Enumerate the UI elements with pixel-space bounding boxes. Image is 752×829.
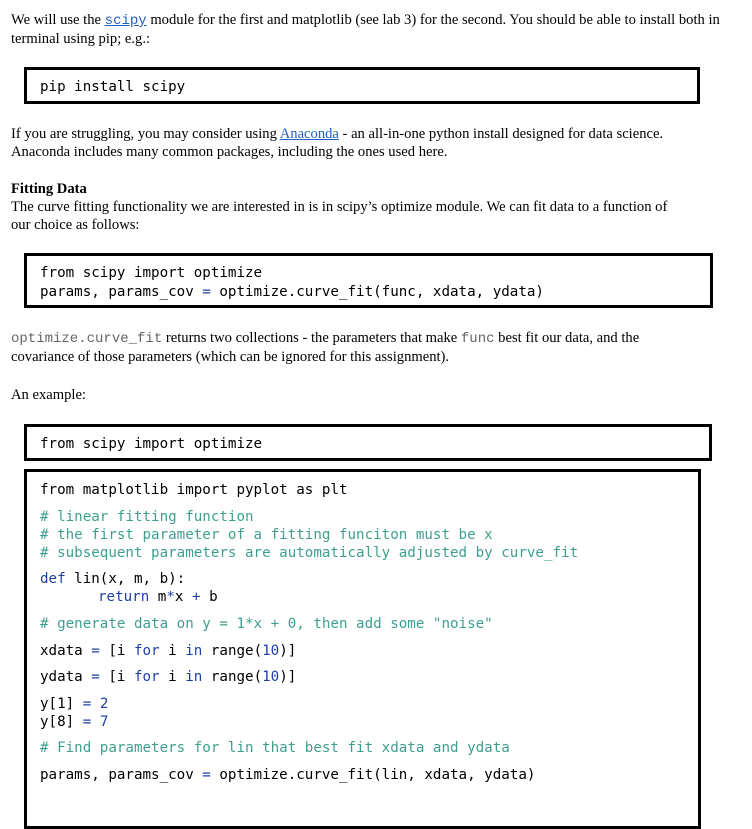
code2-line-1: from scipy import optimize — [40, 436, 263, 452]
code3-comment-5: # Find parameters for lin that best fit xdata and ydata — [40, 740, 510, 756]
curve-fit-code-box — [24, 253, 713, 308]
return-x: x — [174, 589, 192, 605]
pip-install-code-box — [24, 67, 700, 104]
xdata-range-call: range( — [210, 643, 263, 659]
ydata-assign: = — [91, 669, 109, 685]
code3-import-line: from matplotlib import pyplot as plt — [40, 482, 348, 498]
fitting-line-2: our choice as follows: — [11, 217, 140, 233]
ydata-close: )] — [279, 669, 297, 685]
code1-assign-operator: = — [202, 284, 220, 300]
returns-line-1 — [11, 329, 746, 348]
return-plus-operator: + — [191, 589, 210, 605]
return-multiply-operator: * — [166, 589, 175, 605]
returns-text-a: returns two collections - the parameters that make — [162, 330, 461, 346]
fitting-data-heading: Fitting Data — [11, 181, 87, 197]
anaconda-link[interactable]: Anaconda — [279, 126, 339, 142]
intro-text-before-link: We will use the — [11, 12, 105, 28]
y8-value: 7 — [99, 714, 109, 730]
ydata-for-keyword: for — [133, 669, 169, 685]
inline-code-curve-fit: optimize.curve_fit — [11, 331, 163, 347]
fitting-paragraph — [11, 198, 746, 234]
code3-return-line — [98, 588, 218, 606]
ydata-in-keyword: in — [185, 669, 211, 685]
xdata-list-open: [i — [108, 643, 134, 659]
def-signature: lin(x, m, b): — [74, 571, 186, 587]
returns-line-2: covariance of those parameters (which can be ignored for this assignment). — [11, 349, 450, 365]
ydata-range-call: range( — [210, 669, 263, 685]
ydata-range-number: 10 — [262, 669, 280, 685]
code3-y8-line — [40, 713, 108, 731]
anaconda-text-after-link: - an all-in-one python install designed for data science. — [338, 126, 664, 142]
xdata-range-number: 10 — [262, 643, 280, 659]
xdata-in-keyword: in — [185, 643, 211, 659]
y8-target: y[8] — [40, 714, 83, 730]
anaconda-paragraph — [11, 125, 746, 161]
code1-line-2 — [40, 283, 544, 301]
code3-comment-1: # linear fitting function — [40, 509, 254, 525]
xdata-assign: = — [91, 643, 109, 659]
example-code-box — [24, 469, 701, 829]
inline-code-func: func — [460, 331, 495, 347]
code1-curve-fit-call: optimize.curve_fit(func, xdata, ydata) — [219, 284, 544, 300]
intro-line-2: terminal using pip; e.g.: — [11, 31, 151, 47]
returns-paragraph — [11, 329, 746, 366]
code3-def-line — [40, 570, 185, 588]
ydata-name: ydata — [40, 669, 92, 685]
code1-params-text: params, params_cov — [40, 284, 203, 300]
scipy-link[interactable]: scipy — [104, 13, 147, 29]
ydata-list-open: [i — [108, 669, 134, 685]
intro-line-1 — [11, 11, 746, 30]
y1-assign: = — [82, 696, 100, 712]
code3-ydata-line — [40, 668, 296, 686]
params-assign: = — [202, 767, 220, 783]
code3-comment-2: # the first parameter of a fitting funciton must be x — [40, 527, 493, 543]
intro-paragraph — [11, 11, 746, 48]
params-name: params, params_cov — [40, 767, 203, 783]
anaconda-line-2: Anaconda includes many common packages, including the ones used here. — [11, 144, 448, 160]
code1-line-1: from scipy import optimize — [40, 265, 263, 281]
def-keyword: def — [40, 571, 75, 587]
return-b: b — [209, 589, 218, 605]
y1-target: y[1] — [40, 696, 83, 712]
code3-comment-4: # generate data on y = 1*x + 0, then add some "noise" — [40, 616, 493, 632]
pip-install-command: pip install scipy — [40, 79, 186, 95]
y1-value: 2 — [99, 696, 109, 712]
return-keyword: return — [98, 589, 158, 605]
example-import-code-box — [24, 424, 712, 461]
xdata-loop-var: i — [168, 643, 186, 659]
ydata-loop-var: i — [168, 669, 186, 685]
params-curve-fit-call: optimize.curve_fit(lin, xdata, ydata) — [219, 767, 536, 783]
xdata-name: xdata — [40, 643, 92, 659]
return-m: m — [157, 589, 167, 605]
returns-text-b: best fit our data, and the — [494, 330, 640, 346]
code3-xdata-line — [40, 642, 296, 660]
fitting-line-1: The curve fitting functionality we are interested in is in scipy’s optimize module. We can fit data to a function of — [11, 199, 668, 215]
xdata-for-keyword: for — [133, 643, 169, 659]
y8-assign: = — [82, 714, 100, 730]
xdata-close: )] — [279, 643, 297, 659]
code3-comment-3: # subsequent parameters are automatically adjusted by curve_fit — [40, 545, 579, 561]
anaconda-line-1 — [11, 125, 746, 143]
code3-params-line — [40, 766, 535, 784]
code3-y1-line — [40, 695, 108, 713]
intro-text-after-link: module for the first and matplotlib (see lab 3) for the second. You should be able to install both in — [146, 12, 720, 28]
anaconda-text-before-link: If you are struggling, you may consider using — [11, 126, 280, 142]
example-label: An example: — [11, 387, 86, 403]
